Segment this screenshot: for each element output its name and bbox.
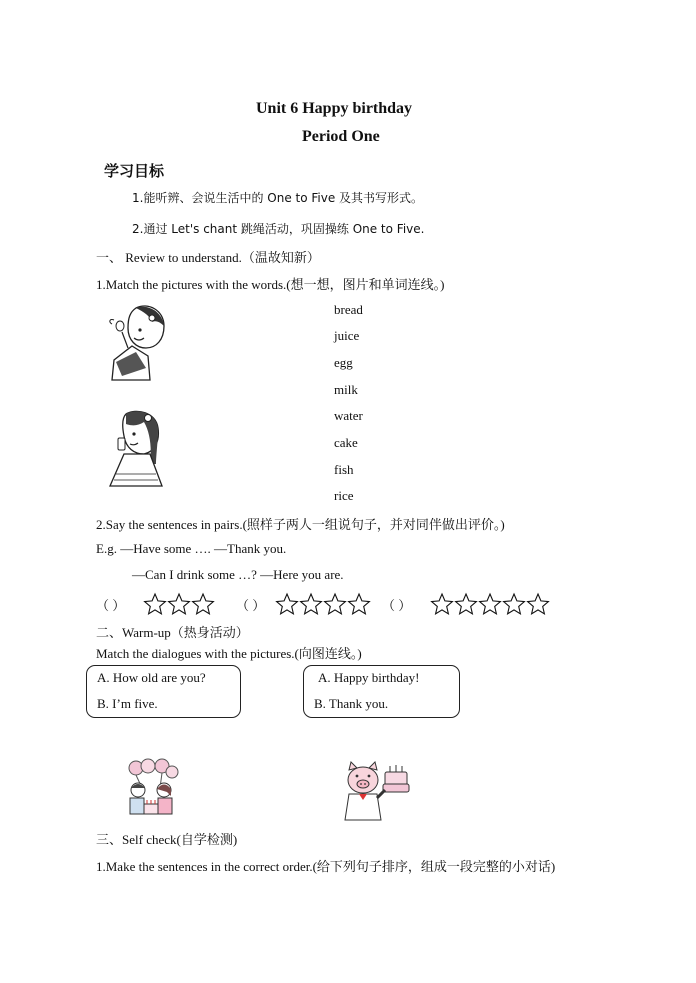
page-subtitle: Period One (302, 128, 380, 145)
birthday-party-kids-illustration (122, 758, 184, 820)
objective-item: 2.通过 Let's chant 跳绳活动，巩固操练 One to Five. (132, 222, 425, 236)
dialogue-line: B. Thank you. (314, 696, 389, 711)
star-rating-group (143, 592, 215, 616)
star-icon[interactable] (454, 592, 478, 616)
girl-drinking-illustration (106, 408, 170, 488)
dialogue-line: A. How old are you? (97, 670, 206, 685)
example-line-2: —Can I drink some …? —Here you are. (132, 567, 344, 582)
page-title: Unit 6 Happy birthday (256, 100, 413, 117)
star-icon[interactable] (526, 592, 550, 616)
star-icon[interactable] (167, 592, 191, 616)
section1-task1: 1.Match the pictures with the words.(想一想，图片和单词连线。) (96, 277, 445, 292)
star-icon[interactable] (502, 592, 526, 616)
objectives-heading: 学习目标 (104, 162, 165, 180)
star-icon[interactable] (299, 592, 323, 616)
word-item: bread (334, 302, 363, 317)
section1-heading: 一、 Review to understand.（温故知新） (96, 250, 320, 265)
word-item: cake (334, 435, 358, 450)
section2-instruction: Match the dialogues with the pictures.(向图连线。) (96, 646, 362, 661)
objective-item: 1.能听辨、会说生活中的 One to Five 及其书写形式。 (132, 191, 424, 205)
dialogue-line: A. Happy birthday! (318, 670, 420, 685)
star-icon[interactable] (191, 592, 215, 616)
rating-blank[interactable]: （ ） (96, 598, 126, 613)
star-icon[interactable] (430, 592, 454, 616)
star-rating-group (275, 592, 371, 616)
word-item: rice (334, 488, 354, 503)
dialogue-box-right (303, 665, 460, 718)
star-icon[interactable] (323, 592, 347, 616)
section1-task2: 2.Say the sentences in pairs.(照样子两人一组说句子，并对同伴做出评价。) (96, 517, 505, 532)
rating-blank[interactable]: （ ） (236, 598, 266, 613)
dialogue-box-left (86, 665, 241, 718)
pig-with-cake-illustration (341, 760, 411, 822)
girl-eating-illustration (106, 302, 170, 382)
section3-heading: 三、Self check(自学检测) (96, 832, 238, 847)
word-item: egg (334, 355, 353, 370)
star-icon[interactable] (275, 592, 299, 616)
star-icon[interactable] (478, 592, 502, 616)
star-icon[interactable] (347, 592, 371, 616)
rating-blank[interactable]: （ ） (382, 598, 412, 613)
word-item: fish (334, 462, 354, 477)
section2-heading: 二、Warm-up（热身活动） (96, 625, 249, 640)
example-line-1: E.g. —Have some …. —Thank you. (96, 541, 287, 556)
star-rating-group (430, 592, 550, 616)
section3-task1: 1.Make the sentences in the correct order.(给下列句子排序，组成一段完整的小对话) (96, 859, 556, 874)
word-item: water (334, 408, 363, 423)
word-item: milk (334, 382, 358, 397)
word-item: juice (334, 328, 360, 343)
dialogue-line: B. I’m five. (97, 696, 158, 711)
star-icon[interactable] (143, 592, 167, 616)
